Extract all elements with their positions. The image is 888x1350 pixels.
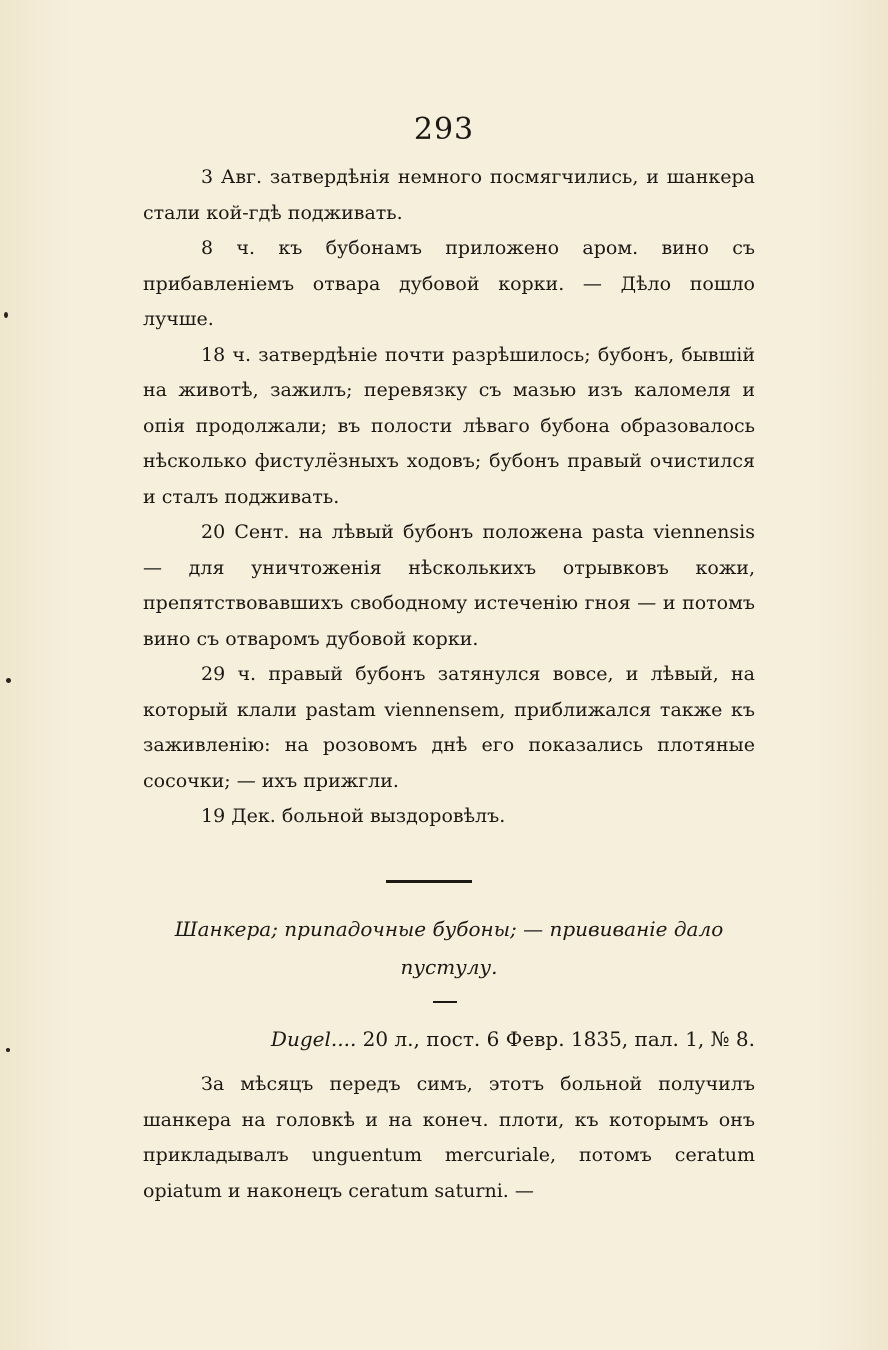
paragraph: 20 Сент. на лѣвый бубонъ положена pasta viennensis — для уничтоженія нѣсколькихъ отрывковъ кожи, препятствовавшихъ свободному истеченію гноя — и потомъ вино съ отваромъ дубовой корки. (143, 521, 755, 650)
text-block-top (143, 160, 755, 835)
paragraph: 8 ч. къ бубонамъ приложено аром. вино съ прибавленіемъ отвара дубовой корки. — Дѣло пошло лучше. (143, 237, 755, 330)
case-header (143, 1021, 755, 1057)
paragraph: 19 Дек. больной выздоровѣлъ. (201, 805, 506, 827)
print-speck (6, 1048, 10, 1052)
paragraph: 29 ч. правый бубонъ затянулся вовсе, и лѣвый, на который клали pastam viennensem, приближался также къ заживленію: на розовомъ днѣ его показались плотяные сосочки; — ихъ прижгли. (143, 663, 755, 792)
title-divider (433, 1001, 457, 1003)
paragraph: За мѣсяцъ передъ симъ, этотъ больной получилъ шанкера на головкѣ и на конеч. плоти, къ которымъ онъ прикладывалъ unguentum mercuriale, потомъ ceratum opiatum и наконецъ ceratum saturni. — (143, 1073, 755, 1202)
section-divider (386, 880, 472, 883)
text-block-bottom (143, 1067, 755, 1209)
print-speck (6, 678, 11, 683)
print-speck (4, 312, 8, 318)
patient-name: Dugel.... (270, 1027, 357, 1051)
paragraph: 18 ч. затвердѣніе почти разрѣшилось; бубонъ, бывшій на животѣ, зажилъ; перевязку съ мазью изъ каломеля и опія продолжали; въ полости лѣваго бубона образовалось нѣсколько фистулёзныхъ ходовъ; бубонъ правый очистился и сталъ подживать. (143, 343, 755, 508)
page-number: 293 (413, 112, 475, 147)
paragraph: 3 Авг. затвердѣнія немного посмягчились, и шанкера стали кой-гдѣ подживать. (143, 166, 755, 224)
case-details: 20 л., пост. 6 Февр. 1835, пал. 1, № 8. (362, 1027, 755, 1051)
section-title: Шанкера; припадочные бубоны; — прививаніе дало пустулу. (174, 917, 724, 979)
